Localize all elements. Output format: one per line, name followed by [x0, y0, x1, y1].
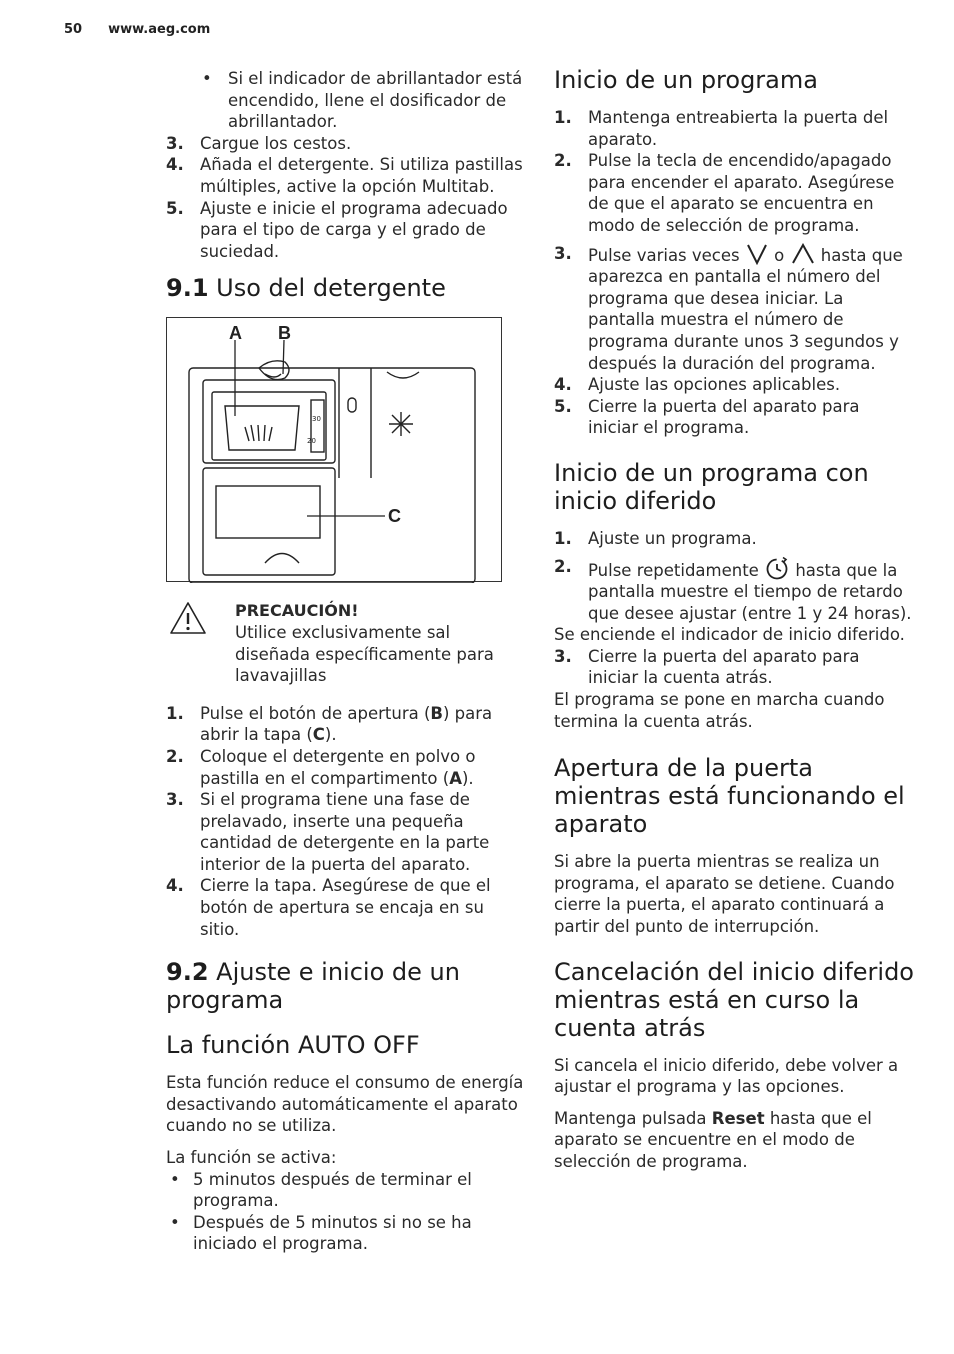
- list-item: 3. Cierre la puerta del aparato para iniciar la cuenta atrás.: [554, 646, 860, 688]
- label-b: B: [278, 323, 291, 344]
- left-column: [166, 66, 526, 1255]
- list-item: 1. Mantenga entreabierta la puerta del aparato.: [554, 108, 889, 149]
- auto-off-activates: La función se activa:: [166, 1148, 337, 1168]
- chevron-up-icon: [790, 243, 816, 265]
- list-item: 5. Ajuste e inicie el programa adecuado para el tipo de carga y el grado de suciedad.: [166, 198, 508, 261]
- chevron-down-icon: [745, 243, 769, 265]
- auto-off-description: Esta función reduce el consumo de energía desactivando automáticamente el aparato cuando no se utiliza.: [166, 1073, 524, 1136]
- delay-end-note: El programa se pone en marcha cuando termina la cuenta atrás.: [554, 690, 885, 731]
- caution-box: [166, 600, 526, 686]
- delay-indicator-note: Se enciende el indicador de inicio diferido.: [554, 625, 905, 645]
- detergent-dispenser-diagram: [166, 317, 502, 582]
- site-url[interactable]: www.aeg.com: [108, 22, 211, 37]
- list-item: • Después de 5 minutos si no se ha iniciado el programa.: [170, 1212, 472, 1254]
- list-item: 1. Pulse el botón de apertura (B) para abrir la tapa (C).: [166, 703, 493, 745]
- list-item: 2. Coloque el detergente en polvo o pastilla en el compartimento (A).: [166, 746, 476, 788]
- door-open-heading: Apertura de la puerta mientras está funcionando el aparato: [554, 754, 905, 839]
- label-a: A: [229, 323, 242, 344]
- cancel-delay-text-1: Si cancela el inicio diferido, debe volver a ajustar el programa y las opciones.: [554, 1055, 899, 1097]
- list-item: • 5 minutos después de terminar el programa.: [170, 1169, 472, 1211]
- cancel-delay-text-2: Mantenga pulsada Reset hasta que el aparato se encuentre en el modo de selección de programa.: [554, 1108, 872, 1171]
- list-item: 3. Si el programa tiene una fase de prelavado, inserte una pequeña cantidad de detergente en la parte interior de la puerta del aparato.: [166, 790, 490, 874]
- bullet-icon: •: [202, 69, 212, 88]
- list-item: 1. Ajuste un programa.: [554, 528, 757, 548]
- list-item: 3. Pulse varias veces o hasta que aparezca en pantalla el número del programa que desea iniciar. La pantalla muestra el número de programa durante unos 3 segundos y después la duración del programa.: [554, 243, 903, 373]
- scale-label-20: 20: [307, 437, 316, 446]
- right-column: [554, 66, 914, 1173]
- scale-label-30: 30: [312, 415, 321, 424]
- list-item: 5. Cierre la puerta del aparato para iniciar el programa.: [554, 396, 860, 438]
- cancel-delay-heading: Cancelación del inicio diferido mientras está en curso la cuenta atrás: [554, 957, 914, 1042]
- delay-start-heading: Inicio de un programa con inicio diferido: [554, 458, 869, 515]
- bullet-icon: •: [170, 1169, 180, 1189]
- caution-text: Utilice exclusivamente sal diseñada específicamente para lavavajillas: [235, 622, 494, 686]
- warning-triangle-icon: [168, 600, 208, 636]
- caution-title: PRECAUCIÓN!: [235, 601, 359, 621]
- auto-off-heading: La función AUTO OFF: [166, 1031, 420, 1060]
- list-item: 4. Añada el detergente. Si utiliza pastillas múltiples, active la opción Multitab.: [166, 155, 523, 196]
- list-item: 3. Cargue los cestos.: [166, 133, 352, 153]
- list-item: 2. Pulse repetidamente hasta que la pantalla muestre el tiempo de retardo que desee ajustar (entre 1 y 24 horas).: [554, 556, 912, 623]
- list-item: 4. Cierre la tapa. Asegúrese de que el botón de apertura se encaja en su sitio.: [166, 876, 491, 939]
- clock-delay-icon: [764, 556, 790, 580]
- page-number: 50: [64, 22, 83, 37]
- bullet-icon: •: [170, 1212, 180, 1232]
- label-c: C: [388, 506, 401, 527]
- list-item: 4. Ajuste las opciones aplicables.: [554, 375, 841, 395]
- dispenser-illustration: [167, 318, 503, 583]
- page-header: [64, 22, 210, 37]
- list-item: • Si el indicador de abrillantador está encendido, llene el dosificador de abrillantador.: [202, 69, 523, 132]
- start-program-heading: Inicio de un programa: [554, 66, 818, 94]
- section-heading-9-1: 9.1 Uso del detergente: [166, 274, 446, 303]
- door-open-text: Si abre la puerta mientras se realiza un programa, el aparato se detiene. Cuando cierre la puerta, el aparato continuará a partir del punto de interrupción.: [554, 852, 895, 937]
- list-item: 2. Pulse la tecla de encendido/apagado para encender el aparato. Asegúrese de que el aparato se encuentra en modo de selección de programa.: [554, 151, 895, 235]
- section-heading-9-2: 9.2 Ajuste e inicio de un programa: [166, 958, 460, 1015]
